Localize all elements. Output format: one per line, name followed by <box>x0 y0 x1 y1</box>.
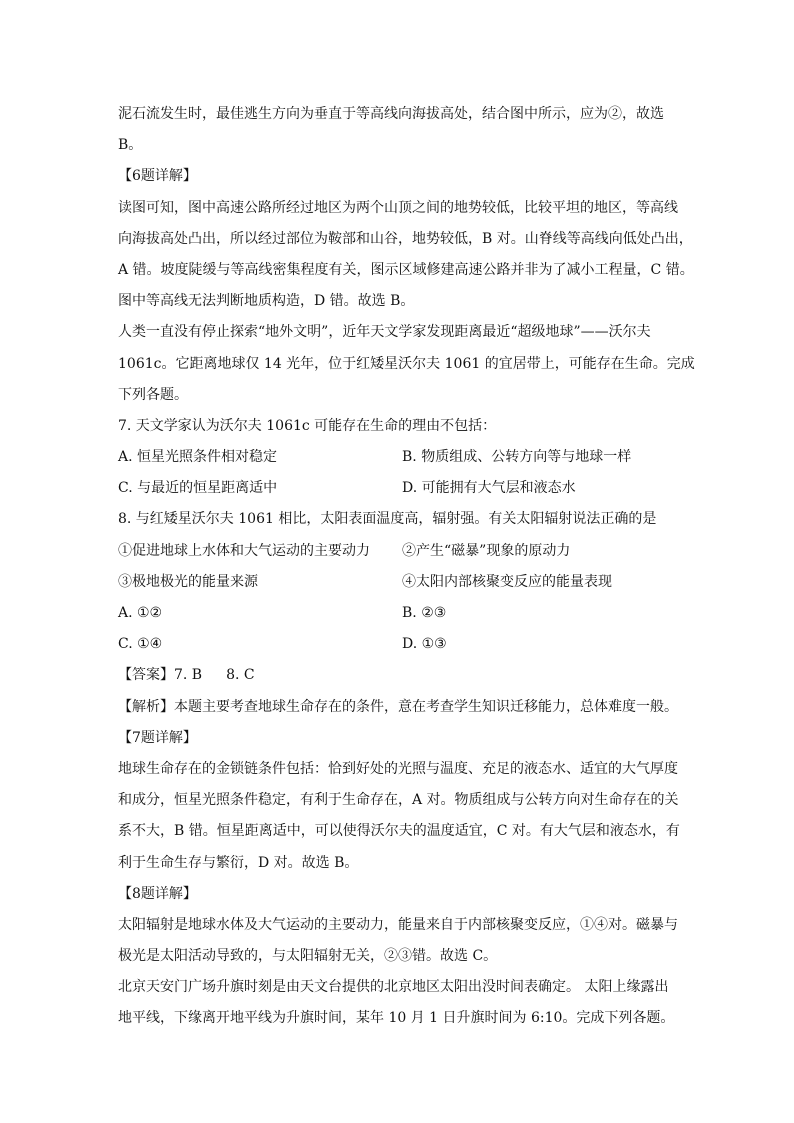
statement-4: ④太阳内部核聚变反应的能量表现 <box>402 573 612 590</box>
paragraph-line: A 错。坡度陡缓与等高线密集程度有关，图示区域修建高速公路并非为了减小工程量，C 错。 <box>118 261 694 278</box>
analysis-text: 本题主要考查地球生命存在的条件，意在考查学生知识迁移能力，总体难度一般。 <box>174 698 678 715</box>
passage-line: 地平线，下缘离开地平线为升旗时间，某年 10 月 1 日升旗时间为 6:10。完成下列各题。 <box>118 1010 675 1027</box>
passage-line: 人类一直没有停止探索“地外文明”，近年天文学家发现距离最近“超级地球”——沃尔夫 <box>118 324 651 341</box>
section-heading-q8: 【8题详解】 <box>118 885 197 902</box>
statement-2: ②产生“磁暴”现象的原动力 <box>402 542 571 559</box>
question-7-options-row <box>118 442 678 473</box>
answer-label: 【答案】 <box>118 667 174 684</box>
option-d: D. 可能拥有大气层和液态水 <box>402 480 576 497</box>
paragraph-line: 向海拔高处凸出，所以经过部位为鞍部和山谷，地势较低，B 对。山脊线等高线向低处凸出， <box>118 230 693 247</box>
statement-1: ①促进地球上水体和大气运动的主要动力 <box>118 542 370 559</box>
paragraph-line: 太阳辐射是地球水体及大气运动的主要动力，能量来自于内部核聚变反应，①④对。磁暴与 <box>118 916 678 933</box>
section-heading-q6: 【6题详解】 <box>118 168 197 185</box>
answer-7: 7. B <box>174 667 203 684</box>
question-8-statements-row <box>118 567 678 598</box>
question-7-stem: 7. 天文学家认为沃尔夫 1061c 可能存在生命的理由不包括： <box>118 417 497 434</box>
document-page <box>118 99 695 1035</box>
option-b: B. ②③ <box>402 605 447 621</box>
passage-line: 北京天安门广场升旗时刻是由天文台提供的北京地区太阳出没时间表确定。 太阳上缘露出 <box>118 979 669 996</box>
paragraph-line: 系不大，B 错。恒星距离适中，可以使得沃尔夫的温度适宜，C 对。有大气层和液态水，有 <box>118 823 680 840</box>
option-b: B. 物质组成、公转方向等与地球一样 <box>402 449 632 466</box>
paragraph-line: 图中等高线无法判断地质构造，D 错。故选 B。 <box>118 293 415 310</box>
analysis-line <box>118 692 678 723</box>
question-8-options-row <box>118 629 678 660</box>
option-a: A. 恒星光照条件相对稳定 <box>118 449 278 466</box>
paragraph-line: 和成分，恒星光照条件稳定，有利于生命存在，A 对。物质组成与公转方向对生命存在的关 <box>118 792 679 809</box>
paragraph-line: 泥石流发生时，最佳逃生方向为垂直于等高线向海拔高处，结合图中所示，应为②，故选 <box>118 106 664 122</box>
option-a: A. ①② <box>118 605 163 621</box>
statement-3: ③极地极光的能量来源 <box>118 573 258 590</box>
option-c: C. 与最近的恒星距离适中 <box>118 480 278 497</box>
question-7-options-row <box>118 473 678 504</box>
question-8-stem: 8. 与红矮星沃尔夫 1061 相比，太阳表面温度高，辐射强。有关太阳辐射说法正确的是 <box>118 511 657 528</box>
answer-8: 8. C <box>226 667 255 684</box>
passage-line: 1061c。它距离地球仅 14 光年，位于红矮星沃尔夫 1061 的宜居带上，可能存在生命。完成 <box>118 355 695 372</box>
option-d: D. ①③ <box>402 636 447 653</box>
paragraph-line: 读图可知，图中高速公路所经过地区为两个山顶之间的地势较低，比较平坦的地区，等高线 <box>118 199 678 216</box>
paragraph-line: B。 <box>118 137 143 154</box>
answer-line <box>118 660 678 691</box>
question-8-statements-row <box>118 536 678 567</box>
paragraph-line: 利于生命生存与繁衍，D 对。故选 B。 <box>118 854 359 871</box>
passage-line: 下列各题。 <box>118 386 188 403</box>
paragraph-line: 极光是太阳活动导致的，与太阳辐射无关，②③错。故选 C。 <box>118 948 498 965</box>
option-c: C. ①④ <box>118 636 163 653</box>
question-8-options-row <box>118 598 678 629</box>
paragraph-line: 地球生命存在的金锁链条件包括：恰到好处的光照与温度、充足的液态水、适宜的大气厚度 <box>118 760 678 777</box>
analysis-label: 【解析】 <box>118 698 174 715</box>
section-heading-q7: 【7题详解】 <box>118 729 197 746</box>
